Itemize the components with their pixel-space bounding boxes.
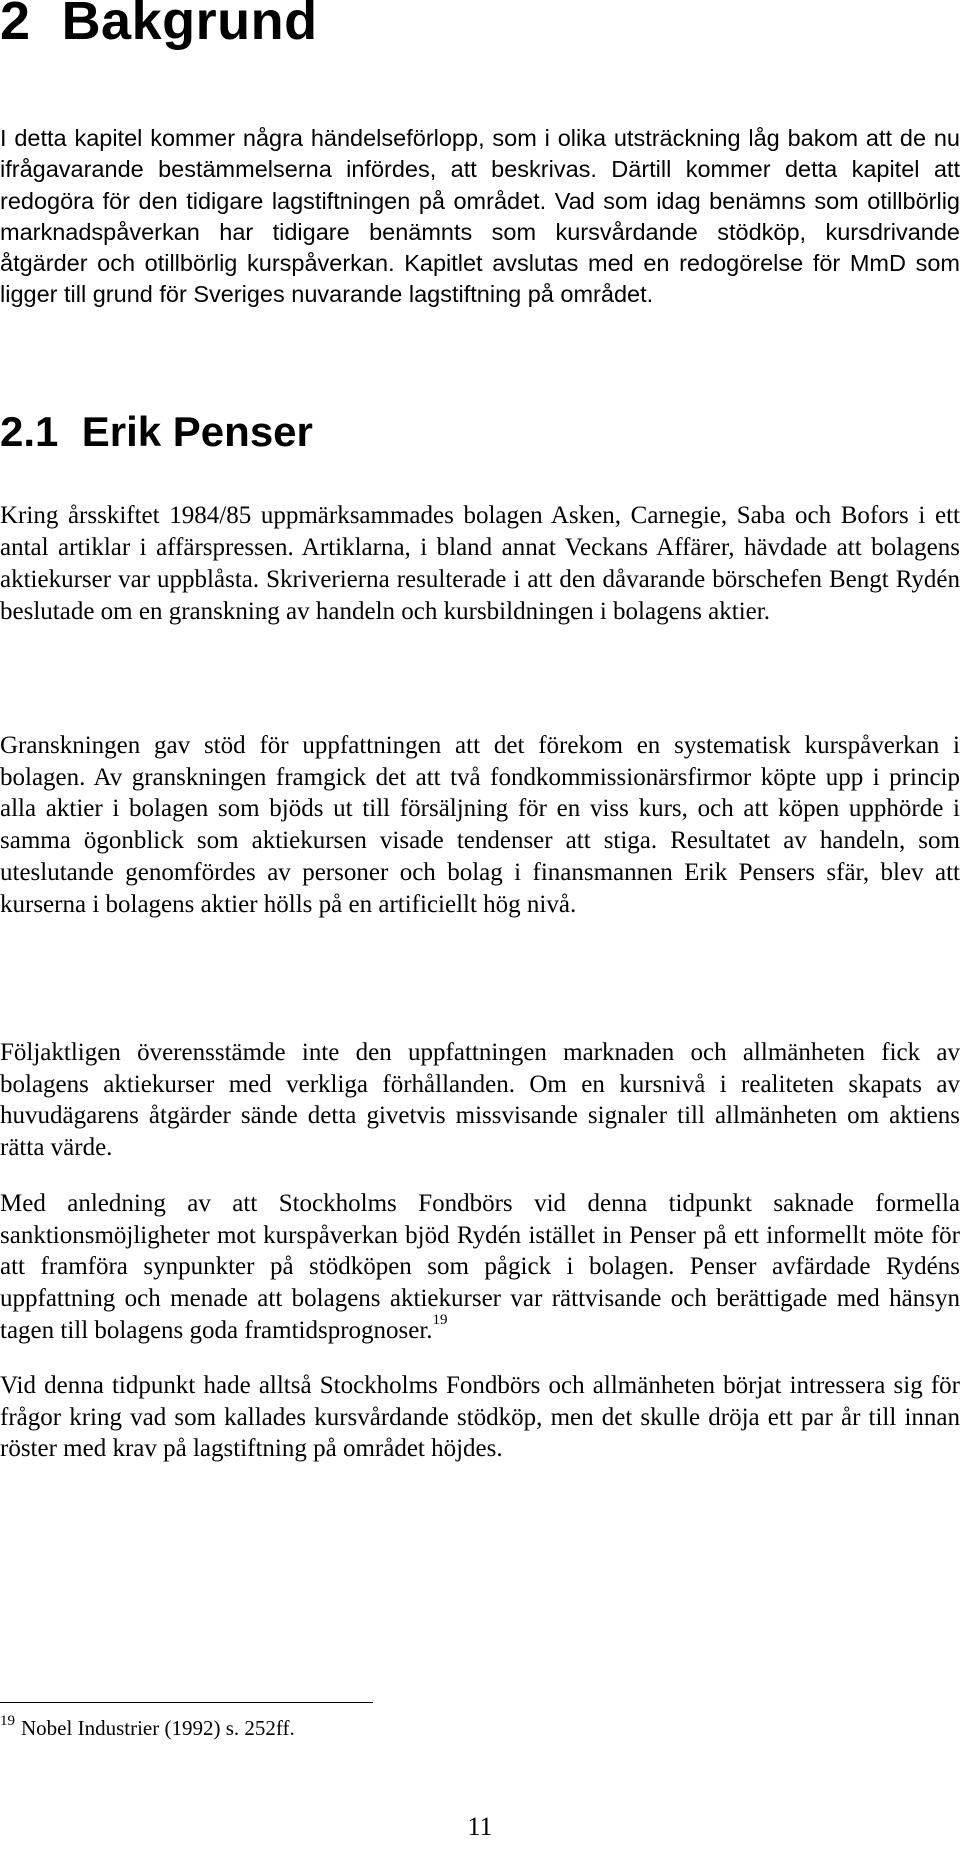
footnote-divider (0, 1702, 373, 1703)
chapter-number: 2 (0, 0, 31, 51)
section-heading (0, 404, 313, 460)
body-paragraph: Kring årsskiftet 1984/85 uppmärksammades bolagen Asken, Carnegie, Saba och Bofors i ett antal artiklar i affärspressen. Artiklarna, i bland annat Veckans Affärer, hävdade att bolagens aktiekurser var uppblåsta. Skriverierna resulterade i att den dåvarande börschefen Bengt Rydén beslutade om en granskning av handeln och kursbildningen i bolagens aktier. (0, 502, 960, 625)
body-paragraph: Vid denna tidpunkt hade alltså Stockholms Fondbörs och allmänheten börjat intressera sig för frågor kring vad som kallades kursvårdande stödköp, men det skulle dröja ett par år till innan röster med krav på lagstiftning på området höjdes. (0, 1372, 960, 1463)
chapter-title: Bakgrund (61, 0, 318, 51)
footnote (0, 1714, 295, 1745)
footnote-reference[interactable]: 19 (432, 1312, 448, 1329)
body-paragraph: Följaktligen överensstämde inte den uppfattningen marknaden och allmänheten fick av bolagens aktiekurser med verkliga förhållanden. Om en kursnivå i realiteten skapats av huvudägarens åtgärder sände detta givetvis missvisande signaler till allmänheten om aktiens rätta värde. (0, 1039, 960, 1162)
chapter-heading (0, 0, 318, 56)
section-title: Erik Penser (81, 408, 313, 455)
footnote-text: Nobel Industrier (1992) s. 252ff. (21, 1716, 295, 1740)
body-paragraph: Granskningen gav stöd för uppfattningen att det förekom en systematisk kurspåverkan i bolagen. Av granskningen framgick det att två fondkommissionärsfirmor köpte upp i princip alla aktier i bolagen som bjöds ut till försäljning för en viss kurs, och att köpen upphörde i samma ögonblick som aktiekursen visade tendenser att stiga. Resultatet av handeln, som uteslutande genomfördes av personer och bolag i finansmannen Erik Pensers sfär, blev att kurserna i bolagens aktier hölls på en artificiellt hög nivå. (0, 732, 960, 918)
page-number: 11 (467, 1812, 493, 1841)
intro-paragraph: I detta kapitel kommer några händelseförlopp, som i olika utsträckning låg bakom att de nu ifrågavarande bestämmelserna infördes, att beskrivas. Därtill kommer detta kapitel att redogöra för den tidigare lagstiftningen på området. Vad som idag benämns som otillbörlig marknadspåverkan har tidigare benämnts som kursvårdande stödköp, kursdrivande åtgärder och otillbörlig kurspåverkan. Kapitlet avslutas med en redogörelse för MmD som ligger till grund för Sveriges nuvarande lagstiftning på området. (0, 125, 960, 308)
footnote-mark: 19 (0, 1713, 15, 1729)
body-paragraph-text: Med anledning av att Stockholms Fondbörs vid denna tidpunkt saknade formella sanktionsmöjligheter mot kurspåverkan bjöd Rydén istället in Penser på ett informellt möte för att framföra synpunkter på stödköpen som pågick i bolagen. Penser avfärdade Rydéns uppfattning och menade att bolagens aktiekurser var rättvisande och berättigade med hänsyn tagen till bolagens goda framtidsprognoser. (0, 1190, 960, 1344)
section-number: 2.1 (0, 408, 59, 455)
body-paragraph (0, 1188, 960, 1347)
